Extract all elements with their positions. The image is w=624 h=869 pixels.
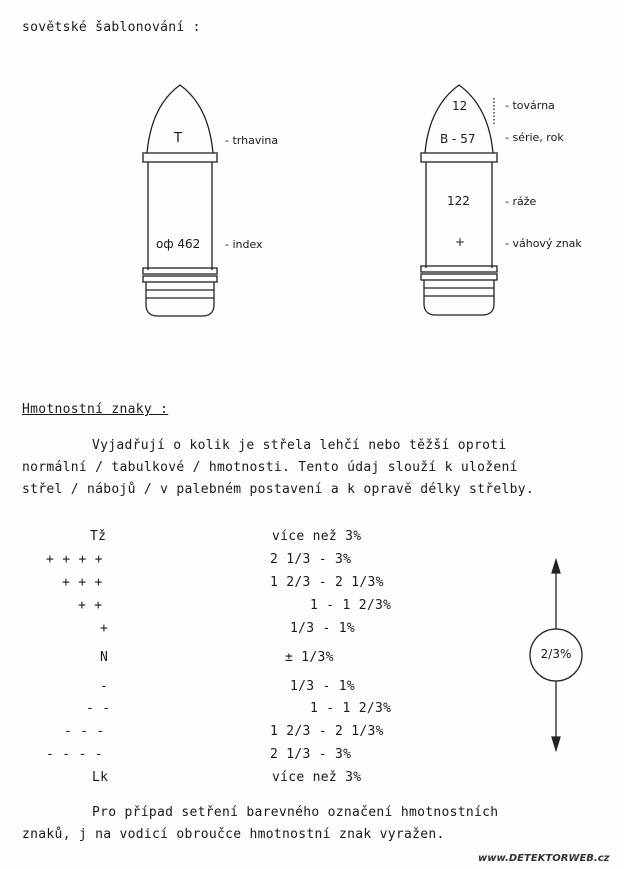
table-row-sign: Lk [92, 770, 109, 785]
table-row-value: 1 - 1 2/3% [310, 598, 392, 613]
page-title: sovětské šablonování : [22, 20, 201, 35]
right-shell-label-series: - série, rok [505, 131, 564, 144]
footer-line-2: znaků, j na vodicí obroučce hmotnostní znak vyražen. [22, 827, 445, 842]
table-row-sign: - - - - [46, 747, 103, 762]
right-shell-label-weight: - váhový znak [505, 237, 582, 250]
table-row-sign: + + [78, 598, 103, 613]
table-row-sign: - - - [64, 724, 105, 739]
right-shell-letter-weight: + [455, 235, 466, 249]
table-row-sign: + + + + [46, 552, 103, 567]
table-row-value: 1 2/3 - 2 1/3% [270, 724, 384, 739]
right-shell-label-factory: - továrna [505, 99, 555, 112]
table-row-value: ± 1/3% [285, 650, 334, 665]
table-row-value: 1/3 - 1% [290, 679, 356, 694]
table-row-sign: Tž [90, 529, 107, 544]
table-row-value: 1 2/3 - 2 1/3% [270, 575, 384, 590]
paragraph-line-3: střel / nábojů / v palebném postavení a k opravě délky střelby. [22, 482, 534, 497]
table-row-sign: - [100, 679, 109, 694]
right-shell-letter-series: B - 57 [440, 132, 476, 146]
left-shell-label-index: - index [225, 238, 263, 251]
circle-label: 2/3% [540, 647, 572, 661]
paragraph-line-2: normální / tabulkové / hmotnosti. Tento údaj slouží k uložení [22, 460, 518, 475]
section-heading: Hmotnostní znaky : [22, 402, 169, 417]
table-row-value: více než 3% [272, 529, 362, 544]
table-row-value: 2 1/3 - 3% [270, 747, 352, 762]
site-credit: www.DETEKTORWEB.cz [478, 853, 610, 864]
right-shell-letter-factory: 12 [452, 99, 468, 113]
right-shell-label-caliber: - ráže [505, 195, 537, 208]
paragraph-line-1: Vyjadřují o kolik je střela lehčí nebo těžší oproti [92, 438, 507, 453]
table-row-sign: + [100, 621, 109, 636]
table-row-sign: + + + [62, 575, 103, 590]
table-row-value: 2 1/3 - 3% [270, 552, 352, 567]
left-shell-diagram [143, 85, 217, 316]
left-shell-letter-index: oф 462 [156, 237, 201, 251]
table-row-value: více než 3% [272, 770, 362, 785]
table-row-sign: - - [86, 701, 111, 716]
table-row-value: 1 - 1 2/3% [310, 701, 392, 716]
right-shell-letter-caliber: 122 [447, 194, 470, 208]
footer-line-1: Pro případ setření barevného označení hmotnostních [92, 805, 499, 820]
table-row-value: 1/3 - 1% [290, 621, 356, 636]
left-shell-label-explosive: - trhavina [225, 134, 279, 147]
table-row-sign: N [100, 650, 109, 665]
left-shell-letter-explosive: T [174, 131, 182, 146]
